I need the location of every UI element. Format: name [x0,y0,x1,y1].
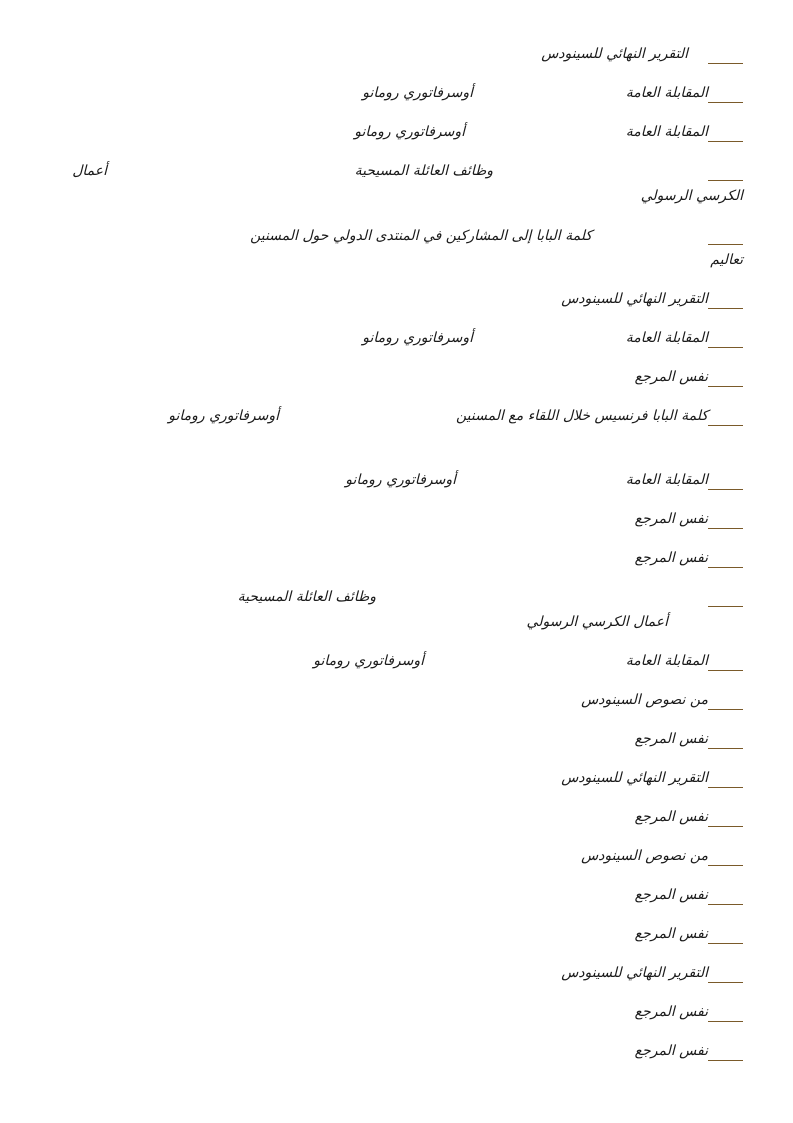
footnote-20-main: نفس المرجع [634,887,708,903]
footnote-3-second: أوسرفاتوري رومانو [354,124,465,140]
footnote-9-main: كلمة البابا فرنسيس خلال اللقاء مع المسنين [456,408,708,424]
footnote-13-continuation: أعمال الكرسي الرسولي [526,614,668,630]
footnote-10-second: أوسرفاتوري رومانو [345,472,456,488]
footnote-rule [708,943,743,944]
footnote-7-main: المقابلة العامة [625,330,708,346]
footnote-14-second: أوسرفاتوري رومانو [313,653,424,669]
footnote-2-main: المقابلة العامة [625,85,708,101]
footnote-24-main: نفس المرجع [634,1043,708,1059]
footnote-rule [708,425,743,426]
footnote-13-main: وظائف العائلة المسيحية [237,589,376,605]
footnote-rule [708,386,743,387]
footnote-rule [708,748,743,749]
footnote-rule [708,787,743,788]
footnote-16-main: نفس المرجع [634,731,708,747]
footnote-14-main: المقابلة العامة [625,653,708,669]
footnote-rule [708,102,743,103]
footnote-5-main: كلمة البابا إلى المشاركين في المنتدى الدولي حول المسنين [250,228,592,244]
footnote-5-continuation: تعاليم [710,252,743,268]
footnote-rule [708,528,743,529]
footnote-23-main: نفس المرجع [634,1004,708,1020]
footnote-rule [708,244,743,245]
footnote-1-main: التقرير النهائي للسينودس [541,46,688,62]
footnote-19-main: من نصوص السينودس [581,848,708,864]
footnote-rule [708,1060,743,1061]
footnote-22-main: التقرير النهائي للسينودس [561,965,708,981]
footnote-rule [708,141,743,142]
footnote-rule [708,1021,743,1022]
footnote-18-main: نفس المرجع [634,809,708,825]
footnote-rule [708,826,743,827]
footnote-rule [708,904,743,905]
footnote-rule [708,347,743,348]
footnote-rule [708,180,743,181]
footnote-17-main: التقرير النهائي للسينودس [561,770,708,786]
footnote-rule [708,63,743,64]
footnote-4-main: وظائف العائلة المسيحية [354,163,493,179]
footnote-11-main: نفس المرجع [634,511,708,527]
footnote-7-second: أوسرفاتوري رومانو [362,330,473,346]
footnote-15-main: من نصوص السينودس [581,692,708,708]
footnote-6-main: التقرير النهائي للسينودس [561,291,708,307]
footnote-12-main: نفس المرجع [634,550,708,566]
footnote-rule [708,670,743,671]
footnote-rule [708,982,743,983]
footnote-rule [708,865,743,866]
footnote-8-main: نفس المرجع [634,369,708,385]
footnote-10-main: المقابلة العامة [625,472,708,488]
footnote-4-continuation: الكرسي الرسولي [640,188,743,204]
footnote-4-second: أعمال [72,163,107,179]
footnote-rule [708,709,743,710]
footnote-3-main: المقابلة العامة [625,124,708,140]
footnote-rule [708,606,743,607]
footnote-21-main: نفس المرجع [634,926,708,942]
footnote-rule [708,567,743,568]
footnote-9-second: أوسرفاتوري رومانو [168,408,279,424]
footnote-rule [708,308,743,309]
footnote-2-second: أوسرفاتوري رومانو [362,85,473,101]
footnote-rule [708,489,743,490]
